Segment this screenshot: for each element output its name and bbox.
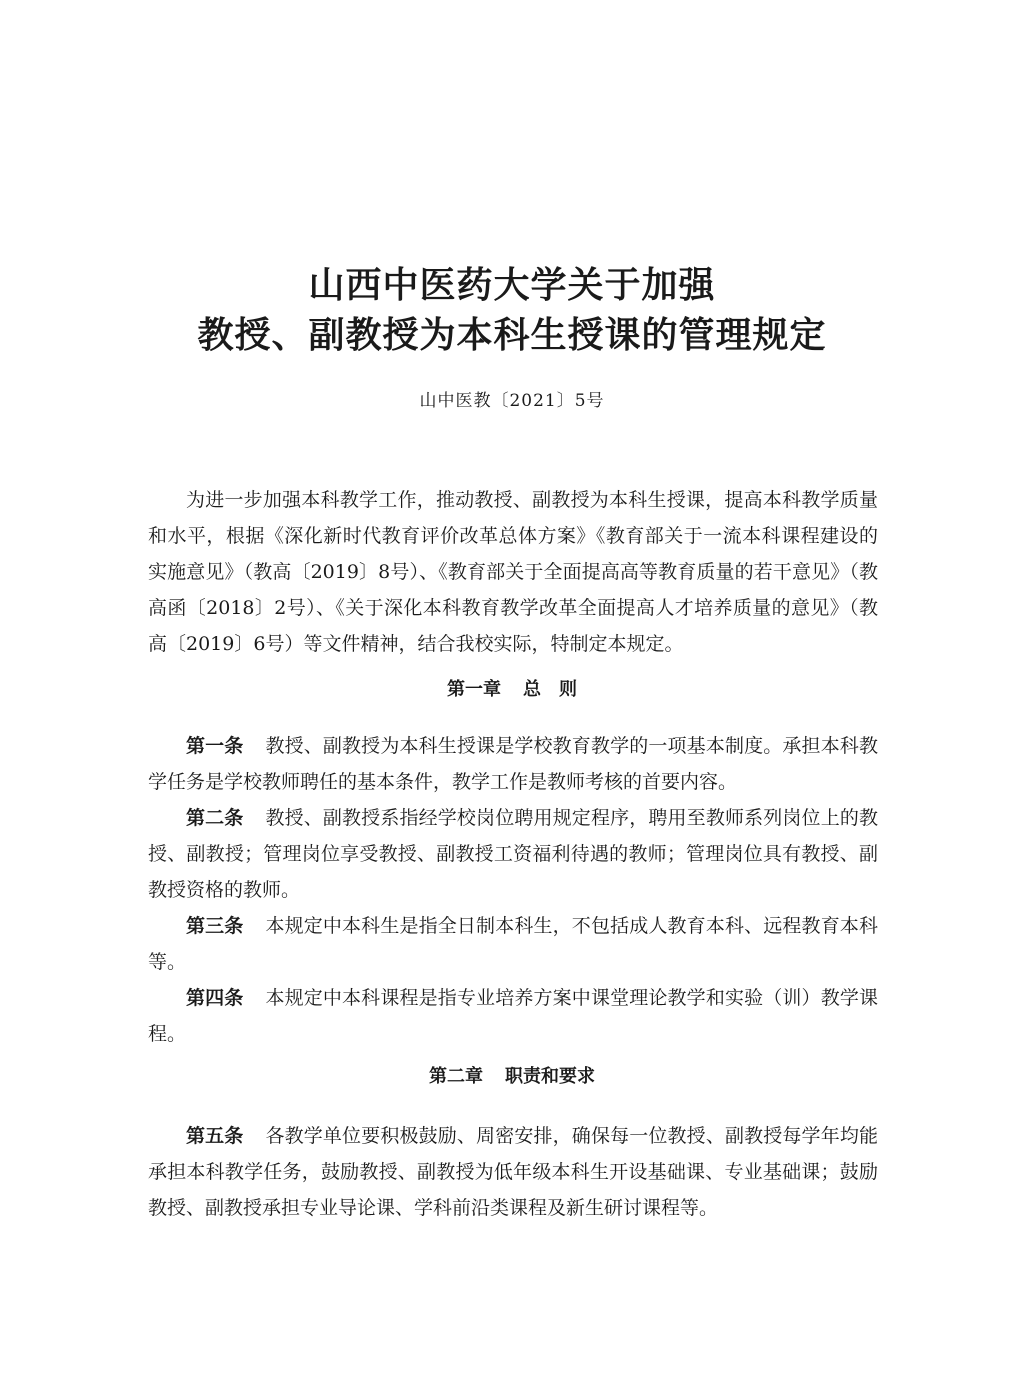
chapter-1-label: 第一章 <box>447 679 501 700</box>
article-3-label: 第三条 <box>186 915 244 937</box>
article-2 <box>148 800 878 908</box>
article-2-label: 第二条 <box>186 807 244 829</box>
article-5 <box>148 1118 878 1226</box>
article-2-text: 教授、副教授系指经学校岗位聘用规定程序，聘用至教师系列岗位上的教授、副教授；管理岗位享受教授、副教授工资福利待遇的教师；管理岗位具有教授、副教授资格的教师。 <box>148 807 878 901</box>
document-number: 山中医教〔2021〕5号 <box>419 391 605 411</box>
document-title-line-2: 教授、副教授为本科生授课的管理规定 <box>197 315 827 356</box>
article-4-text: 本规定中本科课程是指专业培养方案中课堂理论教学和实验（训）教学课程。 <box>148 987 878 1045</box>
intro-paragraph: 为进一步加强本科教学工作，推动教授、副教授为本科生授课，提高本科教学质量和水平，根据《深化新时代教育评价改革总体方案》《教育部关于一流本科课程建设的实施意见》（教高〔2019〕8号）、《教育部关于全面提高高等教育质量的若干意见》（教高函〔2018〕2号）、《关于深化本科教育教学改革全面提高人才培养质量的意见》（教高〔2019〕6号）等文件精神，结合我校实际，特制定本规定。 <box>148 489 878 655</box>
article-1 <box>148 728 878 800</box>
article-3-text: 本规定中本科生是指全日制本科生，不包括成人教育本科、远程教育本科等。 <box>148 915 878 973</box>
article-4-label: 第四条 <box>186 987 244 1009</box>
article-1-text: 教授、副教授为本科生授课是学校教育教学的一项基本制度。承担本科教学任务是学校教师聘任的基本条件，教学工作是教师考核的首要内容。 <box>148 735 878 793</box>
chapter-2-title: 职责和要求 <box>505 1066 595 1087</box>
document-title-line-1: 山西中医药大学关于加强 <box>308 265 716 306</box>
article-3 <box>148 908 878 980</box>
chapter-1-title: 总 则 <box>523 679 577 700</box>
article-1-label: 第一条 <box>186 735 244 757</box>
chapter-1-heading <box>0 681 1024 699</box>
article-5-text: 各教学单位要积极鼓励、周密安排，确保每一位教授、副教授每学年均能承担本科教学任务，鼓励教授、副教授为低年级本科生开设基础课、专业基础课；鼓励教授、副教授承担专业导论课、学科前沿类课程及新生研讨课程等。 <box>148 1125 878 1219</box>
chapter-2-heading <box>0 1068 1024 1086</box>
article-5-label: 第五条 <box>186 1125 244 1147</box>
chapter-2-label: 第二章 <box>429 1066 483 1087</box>
article-4 <box>148 980 878 1052</box>
